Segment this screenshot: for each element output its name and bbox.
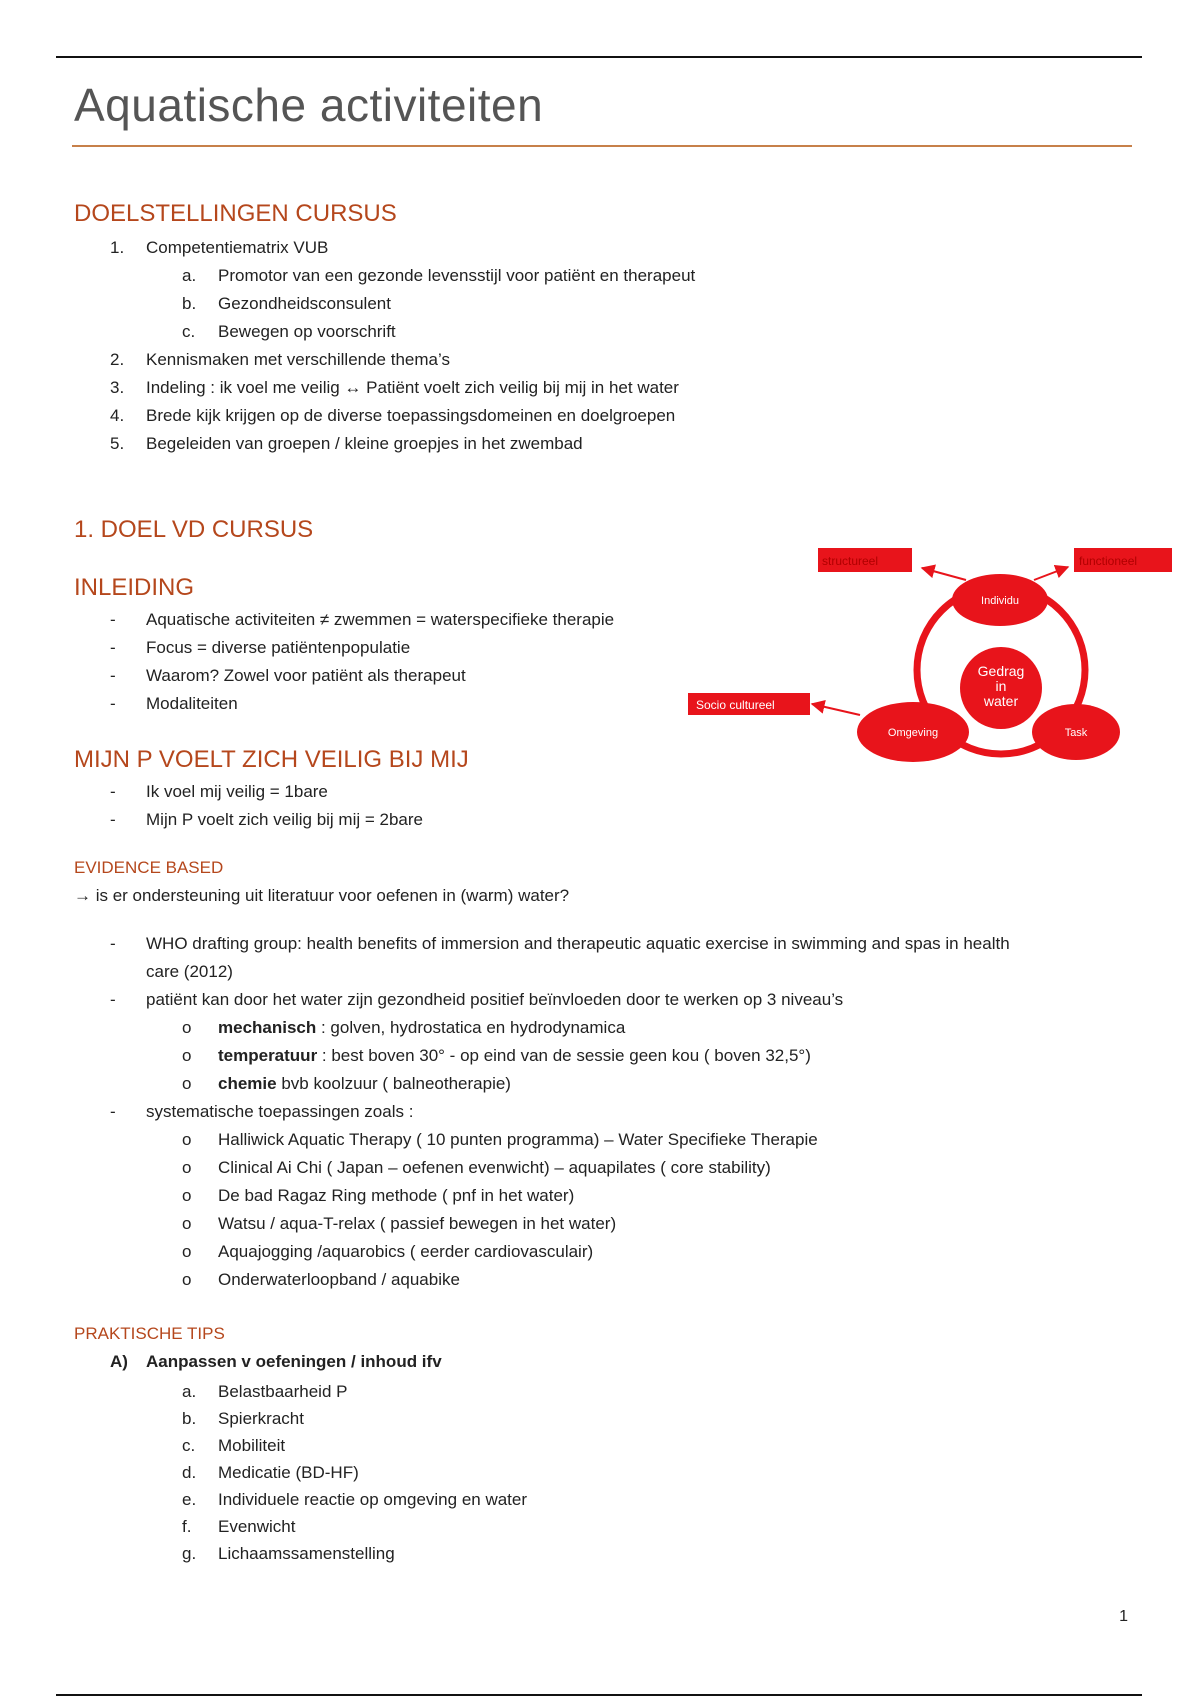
level-text: bvb koolzuur ( balneotherapie)	[276, 1074, 511, 1093]
level-keyword: temperatuur	[218, 1046, 318, 1065]
list-item: Aquatische activiteiten ≠ zwemmen = waterspecifieke therapie	[146, 610, 615, 629]
center-label-1: Gedrag	[977, 663, 1025, 679]
patient-line: patiënt kan door het water zijn gezondheid positief beïnvloeden door te werken op 3 niveau’s	[146, 990, 844, 1009]
application-item: Clinical Ai Chi ( Japan – oefenen evenwicht) – aquapilates ( core stability)	[218, 1158, 771, 1177]
level-keyword: chemie	[218, 1074, 277, 1093]
list-item: Competentiematrix VUB	[146, 238, 329, 257]
level-item	[218, 1046, 811, 1066]
individu-label: Individu	[981, 595, 1019, 607]
application-item: De bad Ragaz Ring methode ( pnf in het water)	[218, 1186, 575, 1205]
level-keyword: mechanisch	[218, 1018, 317, 1037]
application-item: Aquajogging /aquarobics ( eerder cardiovasculair)	[218, 1242, 594, 1261]
bullet-circle: o	[182, 1158, 192, 1177]
list-item: Bewegen op voorschrift	[218, 322, 396, 341]
socio-label: Socio cultureel	[696, 698, 775, 712]
bullet-dash: -	[110, 666, 116, 685]
list-letter: g.	[182, 1544, 197, 1563]
bullet-circle: o	[182, 1046, 192, 1065]
list-item: Gezondheidsconsulent	[218, 294, 391, 313]
heading-evidence: EVIDENCE BASED	[74, 858, 224, 877]
list-letter: e.	[182, 1490, 197, 1509]
level-item	[218, 1018, 625, 1038]
bullet-dash: -	[110, 610, 116, 629]
list-item: Evenwicht	[218, 1517, 296, 1536]
bullet-dash: -	[110, 990, 116, 1009]
arrow-to-socio	[812, 704, 860, 715]
list-item: Indeling : ik voel me veilig ↔ Patiënt voelt zich veilig bij mij in het water	[146, 378, 679, 397]
bullet-circle: o	[182, 1130, 192, 1149]
application-item: Onderwaterloopband / aquabike	[218, 1270, 460, 1289]
tips-a-label: A)	[110, 1352, 128, 1371]
level-item	[218, 1074, 511, 1094]
level-text: : golven, hydrostatica en hydrodynamica	[316, 1018, 626, 1037]
list-number: 3.	[110, 378, 125, 397]
gedrag-in-water-diagram	[688, 540, 1178, 790]
list-number: 2.	[110, 350, 125, 369]
systematisch-line: systematische toepassingen zoals :	[146, 1102, 414, 1121]
list-letter: a.	[182, 266, 197, 285]
list-item: Individuele reactie op omgeving en water	[218, 1490, 528, 1509]
who-line-1: WHO drafting group: health benefits of immersion and therapeutic aquatic exercise in swimming and spas in health	[146, 934, 1010, 953]
bullet-dash: -	[110, 934, 116, 953]
list-item: Spierkracht	[218, 1409, 304, 1428]
arrow-to-functioneel	[1034, 567, 1068, 580]
heading-praktische-tips: PRAKTISCHE TIPS	[74, 1324, 225, 1343]
application-item: Halliwick Aquatic Therapy ( 10 punten programma) – Water Specifieke Therapie	[218, 1130, 818, 1149]
bullet-dash: -	[110, 1102, 116, 1121]
bullet-dash: -	[110, 782, 116, 801]
functioneel-label: functioneel	[1079, 554, 1138, 568]
heading-doelstellingen: DOELSTELLINGEN CURSUS	[74, 200, 397, 227]
bullet-circle: o	[182, 1018, 192, 1037]
list-letter: c.	[182, 322, 196, 341]
list-item: Modaliteiten	[146, 694, 238, 713]
page-number: 1	[1119, 1608, 1128, 1625]
bullet-dash: -	[110, 638, 116, 657]
bottom-rule	[56, 1694, 1142, 1696]
list-item: Promotor van een gezonde levensstijl voor patiënt en therapeut	[218, 266, 696, 285]
bullet-dash: -	[110, 810, 116, 829]
list-item: Lichaamssamenstelling	[218, 1544, 395, 1563]
list-letter: d.	[182, 1463, 197, 1482]
list-item: Belastbaarheid P	[218, 1382, 348, 1401]
bullet-circle: o	[182, 1214, 192, 1233]
arrow-to-structureel	[922, 568, 966, 580]
document-title: Aquatische activiteiten	[74, 79, 544, 131]
list-letter: f.	[182, 1517, 192, 1536]
bullet-circle: o	[182, 1270, 192, 1289]
list-letter: b.	[182, 294, 197, 313]
list-item: Waarom? Zowel voor patiënt als therapeut	[146, 666, 466, 685]
center-label-3: water	[983, 693, 1019, 709]
list-item: Medicatie (BD-HF)	[218, 1463, 359, 1482]
top-rule	[56, 56, 1142, 58]
level-text: : best boven 30° - op eind van de sessie geen kou ( boven 32,5°)	[317, 1046, 811, 1065]
list-number: 4.	[110, 406, 125, 425]
application-item: Watsu / aqua-T-relax ( passief bewegen in het water)	[218, 1214, 617, 1233]
evidence-intro: → is er ondersteuning uit literatuur voor oefenen in (warm) water?	[74, 886, 570, 905]
list-item: Begeleiden van groepen / kleine groepjes in het zwembad	[146, 434, 583, 453]
list-item: Ik voel mij veilig = 1bare	[146, 782, 328, 801]
heading-doel-vd-cursus: 1. DOEL VD CURSUS	[74, 516, 314, 543]
bullet-dash: -	[110, 694, 116, 713]
structureel-label: structureel	[822, 554, 879, 568]
list-number: 1.	[110, 238, 125, 257]
list-item: Mijn P voelt zich veilig bij mij = 2bare	[146, 810, 423, 829]
tips-a-text: Aanpassen v oefeningen / inhoud ifv	[146, 1352, 442, 1371]
list-item: Brede kijk krijgen op de diverse toepassingsdomeinen en doelgroepen	[146, 406, 676, 425]
list-item: Mobiliteit	[218, 1436, 286, 1455]
list-number: 5.	[110, 434, 125, 453]
list-letter: a.	[182, 1382, 197, 1401]
omgeving-label: Omgeving	[887, 727, 939, 739]
who-line-2: care (2012)	[146, 962, 233, 981]
bullet-circle: o	[182, 1186, 192, 1205]
list-item: Kennismaken met verschillende thema’s	[146, 350, 450, 369]
list-letter: c.	[182, 1436, 196, 1455]
bullet-circle: o	[182, 1242, 192, 1261]
list-item: Focus = diverse patiëntenpopulatie	[146, 638, 411, 657]
list-letter: b.	[182, 1409, 197, 1428]
heading-veilig: MIJN P VOELT ZICH VEILIG BIJ MIJ	[74, 746, 469, 773]
center-label-2: in	[995, 678, 1007, 694]
bullet-circle: o	[182, 1074, 192, 1093]
task-label: Task	[1064, 727, 1088, 739]
heading-inleiding: INLEIDING	[74, 574, 195, 601]
title-underline	[72, 145, 1132, 147]
